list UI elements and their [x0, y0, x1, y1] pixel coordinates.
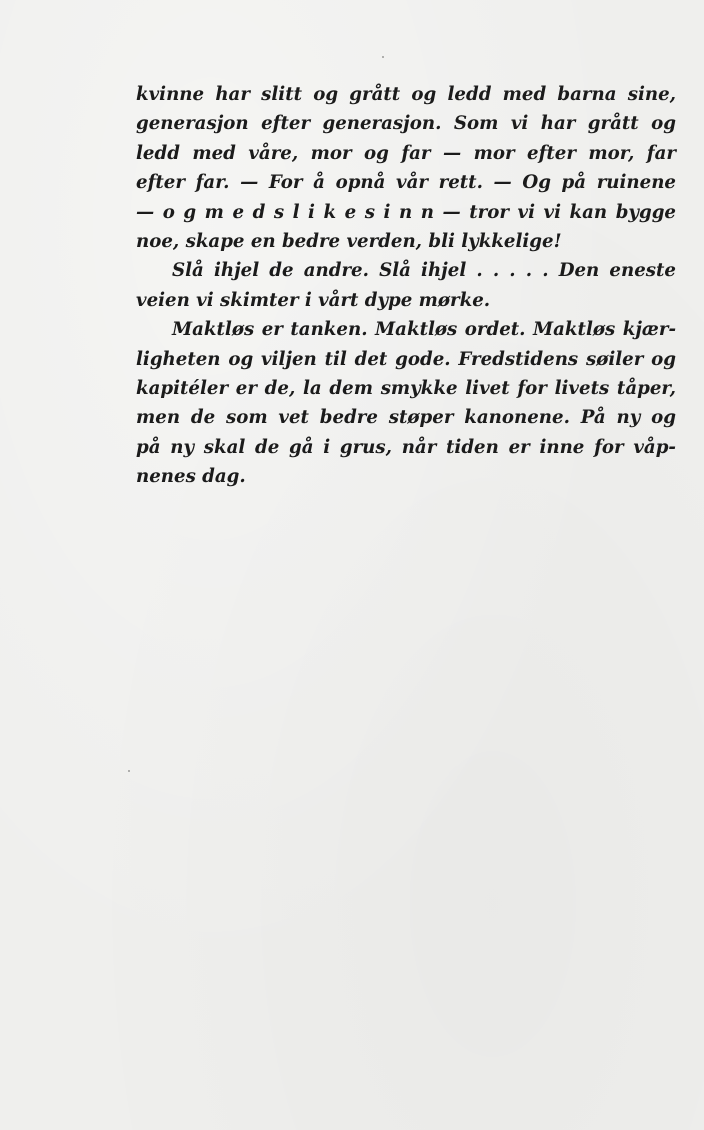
text-line: men de som vet bedre støper kanonene. På ny og [136, 407, 676, 429]
paper-speck [128, 770, 130, 772]
text-line: kvinne har slitt og grått og ledd med barna sine, [136, 84, 676, 105]
text-line: Slå ihjel de andre. Slå ihjel . . . . . Den eneste [172, 260, 676, 282]
text-line: — o g m e d s l i k e s i n n — tror vi vi kan bygge [136, 201, 676, 223]
text-line: ledd med våre, mor og far — mor efter mor, far [136, 142, 676, 164]
paper-speck [382, 56, 384, 58]
body-text [136, 80, 676, 491]
text-line: noe, skape en bedre verden, bli lykkelige! [136, 230, 562, 252]
text-line: ligheten og viljen til det gode. Fredstidens søiler og [136, 348, 676, 370]
text-line: efter far. — For å opnå vår rett. — Og på ruinene [136, 172, 676, 194]
text-line: veien vi skimter i vårt dype mørke. [136, 289, 491, 311]
text-line: på ny skal de gå i grus, når tiden er inne for våp- [136, 436, 676, 458]
text-line: nenes dag. [136, 466, 246, 488]
text-line: generasjon efter generasjon. Som vi har grått og [136, 113, 676, 135]
text-line: kapitéler er de, la dem smykke livet for livets tåper, [136, 377, 676, 399]
text-line: Maktløs er tanken. Maktløs ordet. Maktløs kjær- [172, 319, 676, 341]
